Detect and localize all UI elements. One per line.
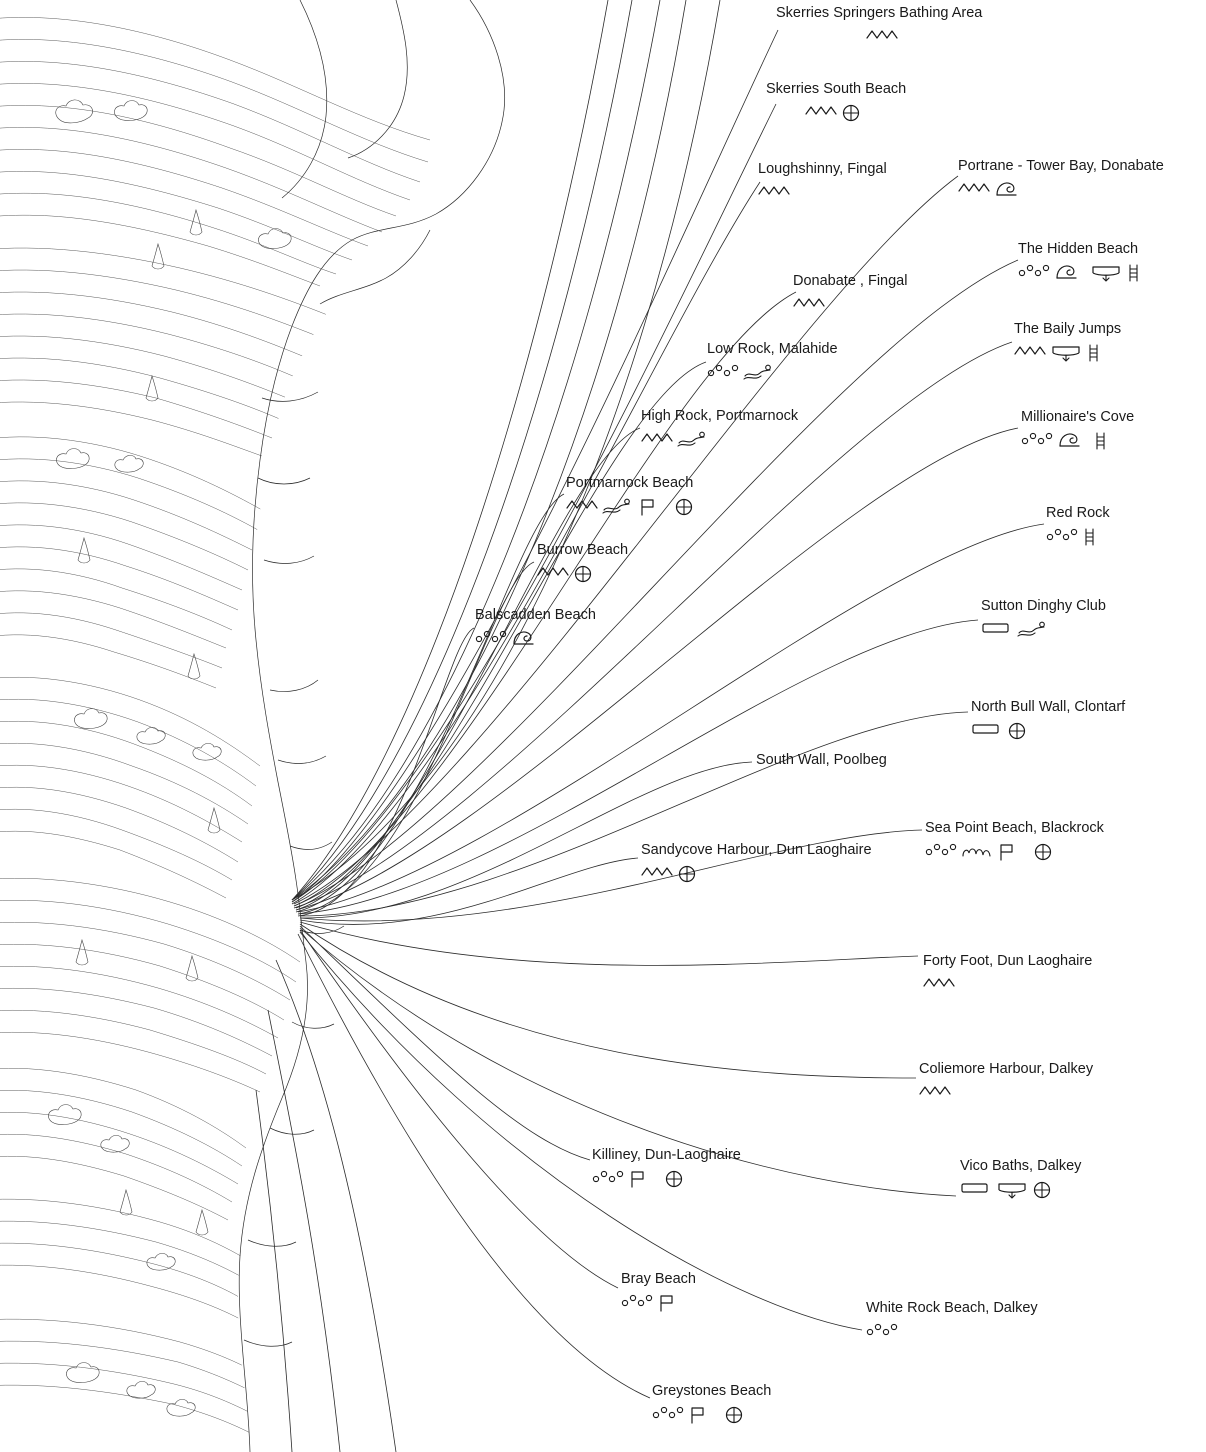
map-label-text: Donabate , Fingal <box>793 273 908 289</box>
map-label-greystones-beach[interactable] <box>652 1384 771 1424</box>
map-label-low-rock-malahide[interactable] <box>707 342 838 382</box>
map-label-text: Coliemore Harbour, Dalkey <box>919 1061 1094 1077</box>
ring-buoy-icon <box>841 103 867 121</box>
map-label-sandycove-harbour[interactable] <box>641 843 872 883</box>
amenity-icon-row <box>923 974 1092 994</box>
amenity-icon-row <box>1046 526 1110 546</box>
amenity-icon-row <box>707 362 838 382</box>
amenity-icon-row <box>766 102 906 122</box>
ring-buoy-icon <box>1007 721 1033 739</box>
waves-icon <box>758 183 784 201</box>
map-label-text: Balscadden Beach <box>475 607 596 623</box>
swimmer-icon <box>602 497 628 515</box>
pebbles-icon <box>866 1322 892 1340</box>
swimmer-icon <box>743 363 769 381</box>
map-label-text: Sutton Dinghy Club <box>981 598 1106 614</box>
waves-icon <box>566 497 592 515</box>
map-label-text: Greystones Beach <box>652 1383 772 1399</box>
map-label-text: The Baily Jumps <box>1014 321 1122 337</box>
map-label-text: Millionaire's Cove <box>1021 409 1135 425</box>
map-label-sea-point-beach-blackrock[interactable] <box>925 821 1104 861</box>
flag-icon <box>638 497 664 515</box>
slipway-icon <box>981 620 1007 638</box>
waves-icon <box>958 180 984 198</box>
pebbles-icon <box>475 629 501 647</box>
waves-icon <box>923 975 949 993</box>
amenity-icon-row <box>566 496 700 516</box>
waves-icon <box>641 864 667 882</box>
pebbles-icon <box>652 1405 678 1423</box>
ring-buoy-icon <box>1033 842 1059 860</box>
swimmer-icon <box>1017 620 1043 638</box>
map-label-text: Skerries South Beach <box>766 81 907 97</box>
pebbles-icon <box>707 363 733 381</box>
slipway-icon <box>971 721 997 739</box>
map-label-text: Sandycove Harbour, Dun Laoghaire <box>641 842 872 858</box>
amenity-icon-row <box>592 1168 741 1188</box>
map-label-white-rock-beach-dalkey[interactable] <box>866 1301 1038 1341</box>
ladder-icon <box>1086 343 1112 361</box>
map-label-skerries-south-beach[interactable] <box>766 82 906 122</box>
pebbles-icon <box>1021 431 1047 449</box>
map-label-text: Low Rock, Malahide <box>707 341 838 357</box>
waves-icon <box>641 430 667 448</box>
amenity-icon-row <box>958 179 1164 199</box>
rocks-icon <box>961 842 987 860</box>
amenity-icon-row <box>621 1292 696 1312</box>
waves-icon <box>866 27 892 45</box>
map-label-text: Portmarnock Beach <box>566 475 694 491</box>
ladder-icon <box>1082 527 1108 545</box>
swimmer-icon <box>677 430 703 448</box>
wave-curl-icon <box>994 180 1020 198</box>
pebbles-icon <box>925 842 951 860</box>
amenity-icon-row <box>866 1321 1038 1341</box>
map-label-the-baily-jumps[interactable] <box>1014 322 1121 362</box>
ring-buoy-icon <box>573 564 599 582</box>
map-label-red-rock[interactable] <box>1046 506 1110 546</box>
map-label-text: Sea Point Beach, Blackrock <box>925 820 1104 836</box>
amenity-icon-row <box>971 720 1125 740</box>
map-label-killiney-dun-laoghaire[interactable] <box>592 1148 741 1188</box>
map-label-text: Killiney, Dun-Laoghaire <box>592 1147 741 1163</box>
pebbles-icon <box>621 1293 647 1311</box>
map-label-text: Portrane - Tower Bay, Donabate <box>958 158 1164 174</box>
ring-buoy-icon <box>664 1169 690 1187</box>
amenity-icon-row <box>919 1082 1093 1102</box>
waves-icon <box>805 103 831 121</box>
waves-icon <box>1014 343 1040 361</box>
slipway-icon <box>960 1180 986 1198</box>
diving-board-icon <box>1090 263 1116 281</box>
amenity-icon-row <box>1018 262 1152 282</box>
pebbles-icon <box>1018 263 1044 281</box>
map-label-text: The Hidden Beach <box>1018 241 1139 257</box>
map-label-loughshinny-fingal[interactable] <box>758 162 887 202</box>
amenity-icon-row <box>960 1179 1081 1199</box>
map-label-portmarnock-beach[interactable] <box>566 476 700 516</box>
pebbles-icon <box>592 1169 618 1187</box>
wave-curl-icon <box>511 629 537 647</box>
map-label-south-wall-poolbeg[interactable] <box>756 753 887 769</box>
amenity-icon-row <box>776 26 982 46</box>
amenity-icon-row <box>1014 342 1121 362</box>
waves-icon <box>793 295 819 313</box>
map-label-text: Loughshinny, Fingal <box>758 161 887 177</box>
map-label-text: Red Rock <box>1046 505 1110 521</box>
flag-icon <box>657 1293 683 1311</box>
map-label-donabate-fingal[interactable] <box>793 274 907 314</box>
leader-lines <box>256 0 1044 1452</box>
map-label-portrane-tower-bay[interactable] <box>958 159 1164 199</box>
map-label-skerries-springers[interactable] <box>776 6 982 46</box>
map-label-text: Skerries Springers Bathing Area <box>776 5 983 21</box>
map-label-millionaires-cove[interactable] <box>1021 410 1134 450</box>
amenity-icon-row <box>793 294 907 314</box>
ring-buoy-icon <box>677 864 703 882</box>
flag-icon <box>997 842 1023 860</box>
diving-board-icon <box>1050 343 1076 361</box>
diving-board-icon <box>996 1180 1022 1198</box>
amenity-icon-row <box>1021 430 1134 450</box>
map-label-the-hidden-beach[interactable] <box>1018 242 1152 282</box>
flag-icon <box>628 1169 654 1187</box>
map-label-text: Vico Baths, Dalkey <box>960 1158 1082 1174</box>
pebbles-icon <box>1046 527 1072 545</box>
map-label-burrow-beach[interactable] <box>537 543 628 583</box>
wave-curl-icon <box>1057 431 1083 449</box>
ladder-icon <box>1093 431 1119 449</box>
map-label-text: Burrow Beach <box>537 542 629 558</box>
waves-icon <box>919 1083 945 1101</box>
amenity-icon-row <box>981 619 1106 639</box>
map-label-text: North Bull Wall, Clontarf <box>971 699 1126 715</box>
map-label-text: White Rock Beach, Dalkey <box>866 1300 1038 1316</box>
map-label-balscadden-beach[interactable] <box>475 608 596 648</box>
waves-icon <box>537 564 563 582</box>
map-label-text: Forty Foot, Dun Laoghaire <box>923 953 1093 969</box>
map-label-text: High Rock, Portmarnock <box>641 408 799 424</box>
map-label-text: Bray Beach <box>621 1271 696 1287</box>
amenity-icon-row <box>641 863 872 883</box>
map-label-north-bull-wall-clontarf[interactable] <box>971 700 1125 740</box>
ring-buoy-icon <box>674 497 700 515</box>
map-label-vico-baths-dalkey[interactable] <box>960 1159 1081 1199</box>
map-label-bray-beach[interactable] <box>621 1272 696 1312</box>
map-label-forty-foot-dun-laoghaire[interactable] <box>923 954 1092 994</box>
map-label-text: South Wall, Poolbeg <box>756 752 887 768</box>
amenity-icon-row <box>925 841 1104 861</box>
amenity-icon-row <box>641 429 798 449</box>
map-label-high-rock-portmarnock[interactable] <box>641 409 798 449</box>
ladder-icon <box>1126 263 1152 281</box>
amenity-icon-row <box>652 1404 771 1424</box>
wave-curl-icon <box>1054 263 1080 281</box>
amenity-icon-row <box>537 563 628 583</box>
map-label-sutton-dinghy-club[interactable] <box>981 599 1106 639</box>
amenity-icon-row <box>758 182 887 202</box>
map-label-coliemore-harbour-dalkey[interactable] <box>919 1062 1093 1102</box>
flag-icon <box>688 1405 714 1423</box>
ring-buoy-icon <box>1032 1180 1058 1198</box>
amenity-icon-row <box>475 628 596 648</box>
ring-buoy-icon <box>724 1405 750 1423</box>
